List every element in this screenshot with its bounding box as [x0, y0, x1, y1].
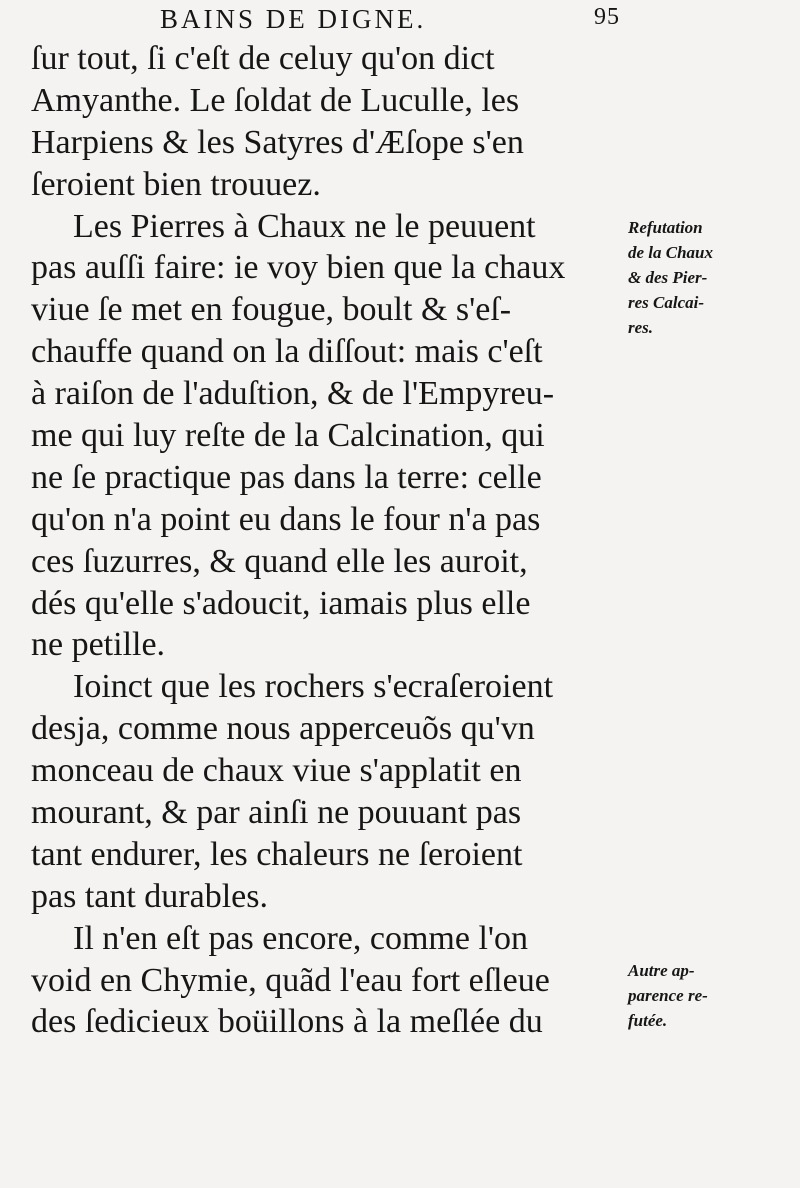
- paragraph-start-line: Ioinct que les rochers s'ecraſeroient: [73, 668, 554, 706]
- margin-note-line: parence re-: [628, 986, 708, 1005]
- margin-note-line: Refutation: [628, 218, 703, 237]
- text-line: tant endurer, les chaleurs ne ſeroient: [31, 835, 523, 873]
- text-line: me qui luy reſte de la Calcination, qui: [31, 417, 545, 455]
- text-line: ſeroient bien trouuez.: [31, 165, 321, 203]
- text-line: mourant, & par ainſi ne pouuant pas: [31, 794, 522, 832]
- margin-note-line: res Calcai-: [628, 293, 705, 312]
- text-line: desja, comme nous apperceuõs qu'vn: [31, 710, 535, 748]
- paragraph-start-line: Il n'en eſt pas encore, comme l'on: [73, 919, 529, 957]
- text-line: des ſedicieux boüillons à la meſlée du: [31, 1003, 543, 1041]
- margin-note-line: futée.: [628, 1011, 668, 1030]
- page-number: 95: [594, 4, 620, 30]
- margin-note-line: de la Chaux: [628, 243, 714, 262]
- text-line: chauffe quand on la diſſout: mais c'eſt: [31, 333, 543, 371]
- text-line: void en Chymie, quãd l'eau fort eſleue: [31, 961, 550, 999]
- running-title: BAINS DE DIGNE.: [160, 4, 427, 34]
- text-line: ſur tout, ſi c'eſt de celuy qu'on dict: [31, 40, 495, 77]
- margin-note-autre-apparence: [628, 958, 798, 1033]
- text-line: ne ſe practique pas dans la terre: celle: [31, 458, 542, 496]
- text-line: Amyanthe. Le ſoldat de Luculle, les: [31, 81, 520, 119]
- margin-note-line: & des Pier-: [628, 268, 708, 287]
- text-line: pas auſſi faire: ie voy bien que la chaux: [31, 249, 566, 287]
- text-line: monceau de chaux viue s'applatit en: [31, 752, 522, 790]
- text-line: ces ſuzurres, & quand elle les auroit,: [31, 542, 528, 580]
- margin-note-refutation: [628, 215, 798, 340]
- text-line: dés qu'elle s'adoucit, iamais plus elle: [31, 584, 531, 622]
- main-text-block: [31, 38, 631, 1043]
- text-line: qu'on n'a point eu dans le four n'a pas: [31, 500, 541, 538]
- running-header: [160, 4, 620, 38]
- margin-note-line: res.: [628, 318, 654, 337]
- text-line: ne petille.: [31, 626, 166, 664]
- text-line: Harpiens & les Satyres d'Æſope s'en: [31, 123, 524, 161]
- text-line: viue ſe met en fougue, boult & s'eſ-: [31, 291, 512, 329]
- text-line: à raiſon de l'aduſtion, & de l'Empyreu-: [31, 375, 555, 413]
- paragraph-start-line: Les Pierres à Chaux ne le peuuent: [73, 207, 536, 245]
- text-line: pas tant durables.: [31, 877, 268, 915]
- margin-note-line: Autre ap-: [628, 961, 695, 980]
